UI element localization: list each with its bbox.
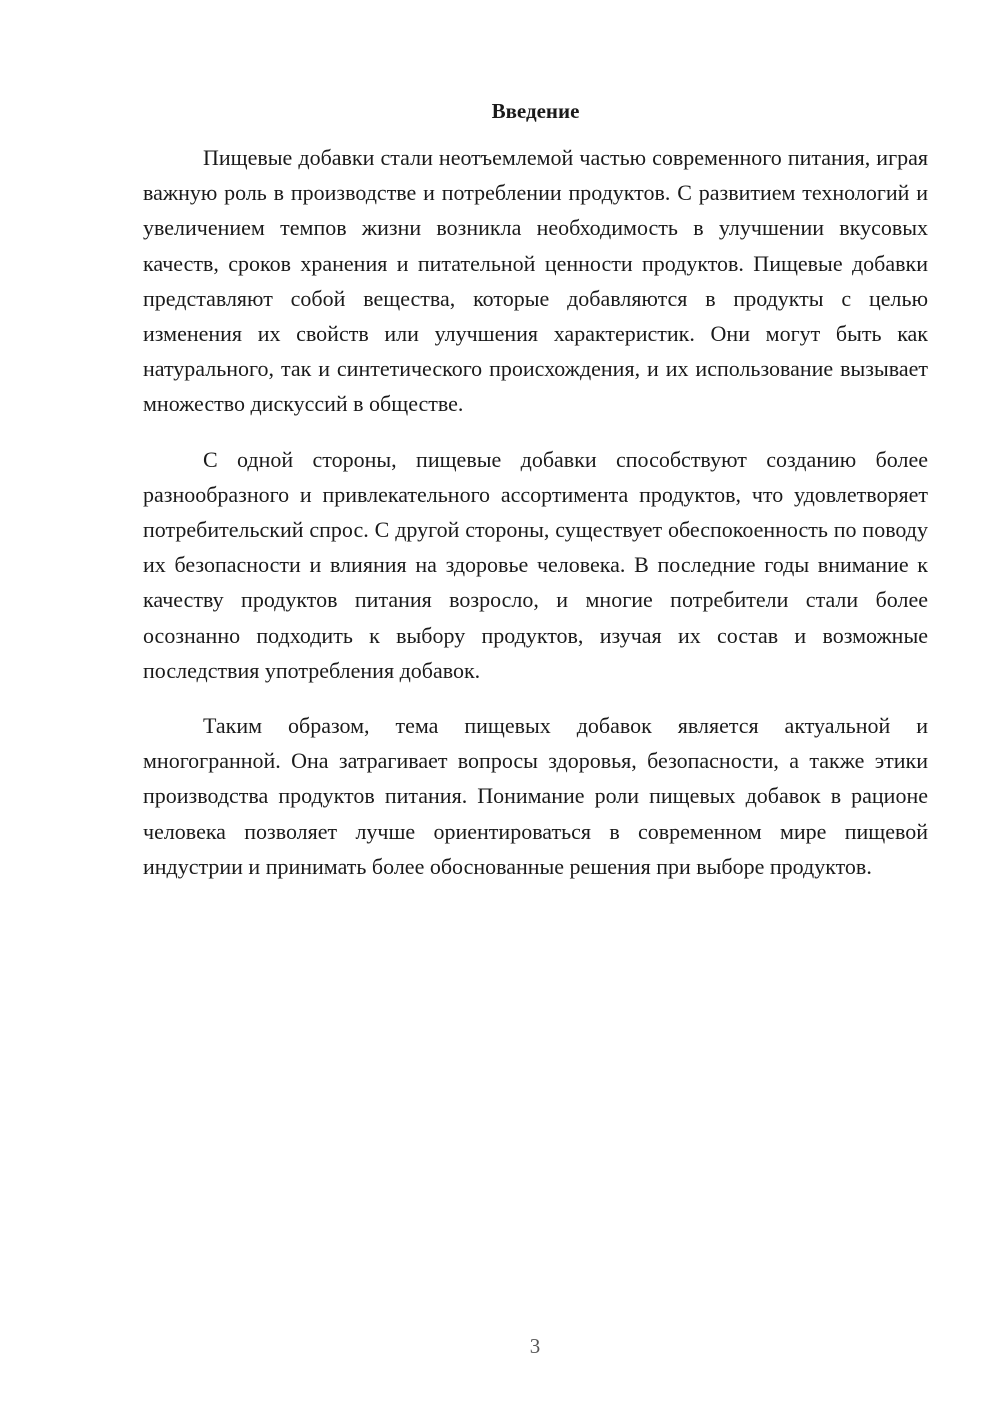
paragraph-2: С одной стороны, пищевые добавки способствуют созданию более разнообразного и привлекательного ассортимента продуктов, что удовлетворяет потребительский спрос. С другой стороны, существует обеспокоенность по поводу их безопасности и влияния на здоровье человека. В последние годы внимание к качеству продуктов питания возросло, и многие потребители стали более осознанно подходить к выбору продуктов, изучая их состав и возможные последствия употребления добавок.: [143, 446, 928, 683]
page-number: 3: [529, 1334, 541, 1358]
paragraph-1: Пищевые добавки стали неотъемлемой частью современного питания, играя важную роль в производстве и потреблении продуктов. С развитием технологий и увеличением темпов жизни возникла необходимость в улучшении вкусовых качеств, сроков хранения и питательной ценности продуктов. Пищевые добавки представляют собой вещества, которые добавляются в продукты с целью изменения их свойств или улучшения характеристик. Они могут быть как натурального, так и синтетического происхождения, и их использование вызывает множество дискуссий в обществе.: [143, 145, 928, 417]
page-content: [143, 96, 928, 904]
paragraph-3: Таким образом, тема пищевых добавок является актуальной и многогранной. Она затрагивает вопросы здоровья, безопасности, а также этики производства продуктов питания. Понимание роли пищевых добавок в рационе человека позволяет лучше ориентироваться в современном мире пищевой индустрии и принимать более обоснованные решения при выборе продуктов.: [143, 713, 928, 879]
section-title: Введение: [491, 99, 580, 123]
